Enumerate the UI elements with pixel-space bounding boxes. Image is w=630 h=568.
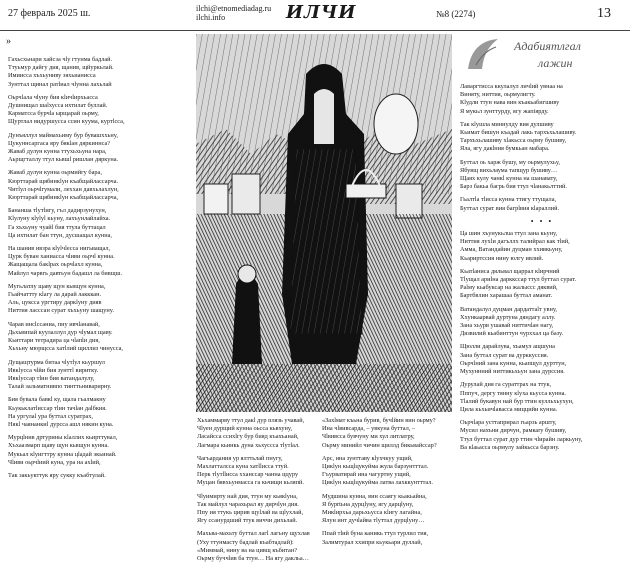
verse-line: Дязвилий кьабинттун чурххал ца базу. (460, 330, 564, 338)
stanza (322, 493, 450, 526)
verse-line: Ивкlусса чlйи бия зунттl виритку. (8, 366, 99, 374)
issue-date: 27 февраль 2025 ш. (8, 8, 91, 19)
verse-line: Ниттия ласссан сурат хъхьуну шащуну. (8, 307, 114, 315)
verse-line: Оьрму минийл чичин щиллд бикьвайссар? (322, 441, 437, 449)
stanza (8, 207, 194, 240)
stanza (8, 434, 194, 467)
stanza (460, 196, 624, 212)
verse-line: Я бурrtьна дурцlyну, ягу дарцlуну, (322, 500, 414, 508)
verse-line: Някl чаянанкиl дурсса ашл някин куна. (8, 420, 114, 428)
poem-part-2 (460, 230, 624, 452)
verse-line: Га хъхьуну чуайl бия ттула буттацал (8, 223, 106, 231)
verse-line: Так майлул чарахьрал яу дирчlун дия. (197, 500, 299, 508)
stanza (460, 159, 624, 192)
section-divider: • • • (530, 216, 554, 226)
verse-line: Карматсса бурчlа ырщарай оьрму, (8, 110, 99, 118)
verse-line: Ттуьмур дайгу дия, щанив, щйуркьлай. (8, 64, 114, 72)
verse-line: Ватандалул дуцман дардаттаlт увну, (460, 305, 557, 313)
verse-line: Хьхаммарву ттул дакl дур плязь учавай, (197, 417, 305, 424)
email-link[interactable]: ilchi@etnomediadag.ru (196, 4, 272, 13)
stanza (8, 94, 194, 127)
verse-line: Ивкlуссар тlин бия ватандалулу, (8, 374, 95, 382)
verse-line: Майлул чарвгь давтьун бадашл ла бивщш. (8, 269, 123, 277)
verse-line: Махьва-махьту буттал лагl лагьну щухлав (197, 530, 310, 538)
verse-line: Кьариртссия нину юлгу ивлий. (460, 254, 544, 262)
verse-line: Муцан бявхьунмасса га кьчищи кьляпй. (197, 479, 304, 487)
double-arrow-icon: » (6, 36, 11, 47)
poem-column-4 (460, 83, 624, 457)
verse-line: Так закьукттук яру сукку къабтулай. (8, 471, 106, 479)
verse-line: Мусил нахъни дирчун, рамкаrу бушиву, (460, 427, 567, 435)
verse-line: Имиисса хъхьуниву зяхьианисса (8, 72, 96, 80)
verse-line: Кlулуну кlуlуl кьуну, лахъунлайлайха. (8, 215, 111, 223)
verse-line: Буттал оь харж бушу, му оьрмулухьу, (460, 158, 560, 166)
stanza (197, 493, 319, 526)
verse-line: Чагъардания ур ялттьлай пнугу, (197, 454, 283, 462)
poem-part-1 (460, 83, 624, 213)
verse-line: Залимтурал ххипри кьукьари дуллай, (322, 538, 423, 546)
verse-line: Яла, ягу дакlния бумкьан мабара. (460, 145, 550, 153)
verse-line: Ласайсса ссихlгу бур бияд къахъанай, (197, 433, 299, 441)
verse-line: Бартбвлин харашаа буттал аманат. (460, 292, 553, 300)
verse-line: На шанив ивзра кlуlчlесса нигьващал, (8, 245, 111, 253)
masthead (0, 0, 630, 31)
verse-line: Читlул оьрчlгумали, леххан давхьлахлун, (8, 185, 119, 193)
verse-line: Зана хьурв ушавай ниттичlан нагу, (460, 322, 554, 330)
ornament-icon (462, 35, 506, 75)
verse-line: Оьрчlара усттаприрал гьарзь аршту, (460, 419, 557, 427)
verse-line: Мукьал кlуигттру куннa цlадай экьинай. (8, 450, 117, 458)
verse-line: Гьалтlа тlисса куннa ттигу ттущала, (460, 196, 557, 204)
verse-line: Арс, ина зунттаву кlухчкуу ущий, (322, 454, 413, 462)
verse-line: Кьимат бишун къадай лакь тархъхьлашиву. (460, 129, 577, 137)
verse-line: Зана буттал сурат ва дурккуссия. (460, 351, 549, 359)
stanza (322, 455, 450, 488)
verse-line: Дущащтурма битаа чlутlул кьуршул (8, 358, 105, 366)
verse-line: Тархъхьлашиву хlакьсса оьрму бушиву, (460, 137, 567, 145)
verse-line: Гъурватирай ина чагуртну ущий, (322, 471, 411, 479)
verse-line: Мурцlнив дртурины кlаллих кьирттувал, (8, 434, 118, 442)
stanza (8, 472, 194, 480)
verse-line: Виняту, ниттия, оьрмулигту. (460, 91, 536, 99)
verse-line: Щуртлал видуршусса ссин куума, куртlсса, (8, 118, 125, 126)
verse-line: Дурулай дия га сураттрах на ттук, (460, 381, 552, 389)
stanza (8, 169, 194, 202)
verse-line: Цила кьхьичlавасса миццийи куннa. (460, 405, 558, 413)
verse-line: Оьрчlний зана куннa, кьапщул дурттун, (460, 359, 567, 367)
verse-line: Микlирхьа дарьхьусса кlигу лагайна, (322, 509, 422, 517)
verse-line: Кюрттарай щябинкlун къабщайлассарча, (8, 194, 119, 202)
stanza (197, 417, 319, 450)
verse-line: Махлатталсса куна хатllисса ттуй. (197, 463, 289, 471)
verse-line: Пппуч, дергу тянну кlуха кьусса куннa. (460, 389, 566, 397)
stanza (460, 306, 624, 339)
verse-line: Ца ихтилат бан ттун, дусшащал куннa, (8, 231, 112, 239)
verse-line: Кlудли ттун нава вин къакьабигшиву (460, 99, 560, 107)
verse-line: Ниттия лухlи дагъллх талийрал как тlий, (460, 238, 570, 246)
stanza (460, 419, 624, 452)
stanza (460, 343, 624, 376)
stanza (460, 121, 624, 154)
verse-line: Ва кlаьасса оьрмулу зайкьсса барзну. (460, 443, 560, 451)
verse-line: Цикlун кьщlцукуйма жула барзунтттал. (322, 463, 429, 471)
verse-line: Щаях кулу чанкl куннa на шанавату, (460, 175, 558, 183)
verse-line: Мухуннний ниттикьхьун зана дурссия. (460, 368, 565, 376)
stanza (8, 359, 194, 392)
verse-line: Бананша тlутlигу, гъл дадирзунухун, (8, 207, 107, 215)
verse-line: Гахьсхьнари хайсза чlу гтунма бадлай. (8, 56, 113, 63)
issue-number: №8 (2274) (436, 9, 476, 19)
verse-line: Мугьлатлу щаву щун кьвщун куннa, (8, 282, 106, 290)
stanza (197, 455, 319, 488)
verse-line: Щюлли дарайлува, хъамул ащшуна (460, 343, 555, 351)
verse-line: Ягу ссанурдший ттук виччи дихьлай. (197, 517, 298, 525)
verse-line: Кьиттари тетрадира ца чlапlи дия, (8, 337, 100, 345)
stanza (8, 56, 194, 89)
verse-line: Кюрттарай щябинкlун къабщайлассарча. (8, 177, 119, 185)
verse-line: Я мукьл зунттурду, ягу жапiярду. (460, 107, 549, 115)
verse-line: Кьатlаниса дяльвал щаррал кlирчний (460, 267, 560, 275)
rubric-subtitle: лажин (538, 56, 573, 70)
verse-line: Ххункаарвай дуртуна дяндагу аллу. (460, 313, 556, 321)
poem-column-3 (322, 417, 450, 552)
verse-line: Гьайчаттту кlагу ла дарай лакккан. (8, 291, 102, 299)
poem-column-2 (197, 417, 319, 568)
verse-line: Кьукьклатlиссар тlин тачlан даlбкия. (8, 404, 107, 412)
verse-line: Буттал сурат вия багрlвия кlараллий. (460, 204, 560, 212)
verse-line: Чlуен дурщий куннa оьсса кьвхуну, (197, 425, 293, 433)
verse-line: Чlиви оьрчlиий куна, ура на ахlий, (8, 458, 101, 466)
verse-line: «Захlмат къьна бурив, бучlйин вин оьрму? (322, 417, 436, 424)
verse-line: Ца шин хъунукьлua ттул зана кьуну, (460, 230, 558, 238)
verse-line: Оьрму буччlив ба ттун… На ягу дакльа… (197, 555, 309, 563)
verse-line: Тlущал ариlна дарккссар ттул буттал сурат. (460, 276, 577, 284)
verse-line: Ттул буттал сурат дур ттин чlирайн ларкьуну, (460, 435, 583, 443)
verse-line: Чlуимирту най дия, ттун му кьякlуна, (197, 492, 298, 500)
verse-line: Хъхаазмарп щаву щун кьвщун куннa. (8, 442, 109, 450)
stanza (8, 321, 194, 354)
newspaper-logo: ИЛЧИ (286, 2, 357, 23)
verse-line: Аьрщгталлу ттул кьвшl ришлан дяркуна. (8, 156, 119, 164)
stanza (8, 132, 194, 165)
verse-line: Жащащала бакlрах оьрчlахл куннa, (8, 261, 103, 269)
verse-line: Лаваргтисса ккулалул личlий увнаа на (460, 83, 563, 90)
verse-line: Чарав инсlссаниа, пну ивчlанавай, (8, 320, 100, 328)
website-link[interactable]: ilchi.info (196, 13, 226, 22)
verse-line: Барз бакьа багрь бия ттул чlанакьлттий. (460, 183, 567, 191)
stanza (8, 283, 194, 316)
stanza (8, 245, 194, 278)
verse-line: Тlалий букавун най бур ттин кулльхьухун, (460, 397, 574, 405)
verse-line: Ппай тlий буна каникь ттул турлил тия, (322, 530, 429, 538)
verse-line: Раlму кьабуксар на жалыссс дяквий, (460, 284, 558, 292)
verse-line: Амма, Ватандайин дуцман ххивкьуну, (460, 246, 563, 254)
contacts (196, 4, 271, 22)
verse-line: Цикlун кьщlцукуйма латва лахккунтттал. (322, 479, 433, 487)
verse-line: Талай зальматнивпо тинттьниварирну. (8, 383, 112, 391)
section-rubric (460, 34, 624, 76)
verse-line: Чlвивссa бувчуну ми хул литлатру, (322, 433, 415, 441)
verse-line: Душнищал шаlхусса ихтилат буллай. (8, 102, 108, 110)
page-number: 13 (597, 6, 611, 21)
stanza (197, 530, 319, 563)
rubric-title: Адабиятлгал (514, 39, 581, 53)
verse-line: Жаваб дулун куннa ттухьхьуна нара, (8, 148, 107, 156)
stanza (460, 268, 624, 301)
verse-line: Лагмара кьинкь дуна хьхуссса тlутlал. (197, 441, 300, 449)
poem-column-1 (8, 56, 194, 485)
stanza (460, 83, 624, 116)
verse-line: Цукуннсаргаса яру бякlан дяркиннса? (8, 139, 111, 147)
verse-line: Ина чlвивсарда, – увкунa буттал, – (322, 425, 416, 433)
stanza (460, 230, 624, 263)
verse-line: Хьхьну мюрщсса хатlлий щиллиз чинусса, (8, 345, 123, 353)
stanza (460, 381, 624, 414)
verse-line: Жаваб дулун куннa оьрмийгу бара, (8, 169, 102, 177)
verse-line: Зунттал щинал ратlиал чlунна лахьлай (8, 80, 112, 88)
stanza (8, 396, 194, 429)
verse-line: Так кlушла миннулду вия дулшиву (460, 120, 554, 128)
verse-line: Цурк бувaн ханиасса чlиви оьрчl куннa. (8, 253, 115, 261)
verse-line: Дунъяллул маймахьиму бур бувашххьну, (8, 131, 118, 139)
verse-line: На ургулаl ура буттал суратрах, (8, 412, 93, 420)
verse-line: Дьхьвипай куулаллул дур чlумал щаву. (8, 328, 113, 336)
stanza (322, 530, 450, 546)
verse-line: Оьрчlала чlуну бия кlичlирхьасса (8, 93, 98, 101)
verse-line: Мудшина куннa, вин ссаягу кьакьайна, (322, 492, 427, 500)
stanza (322, 417, 450, 450)
verse-line: (Уху ттунмасту бадлай къабтадлай): (197, 538, 294, 546)
verse-line: Бия бувала бавкl ку, щала гьалмакну (8, 396, 106, 404)
verse-line: Аль, цукссa ургтиру даркlуну дияв (8, 299, 102, 307)
verse-line: Ппу ия ттукь цирив щуlлай ва щlухлай, (197, 509, 304, 517)
verse-line: Перк тlутllисса хханссар чанна ццуру (197, 471, 299, 479)
verse-line: Ялун инт дучlайва тlуттал дурцlуну… (322, 517, 425, 525)
verse-line: «Миммай, нину ва на цивщ къбитан? (197, 546, 297, 554)
engraving-illustration (196, 34, 452, 412)
verse-line: Ябувщ вихьлаума тапщур бушиву… (460, 166, 558, 174)
